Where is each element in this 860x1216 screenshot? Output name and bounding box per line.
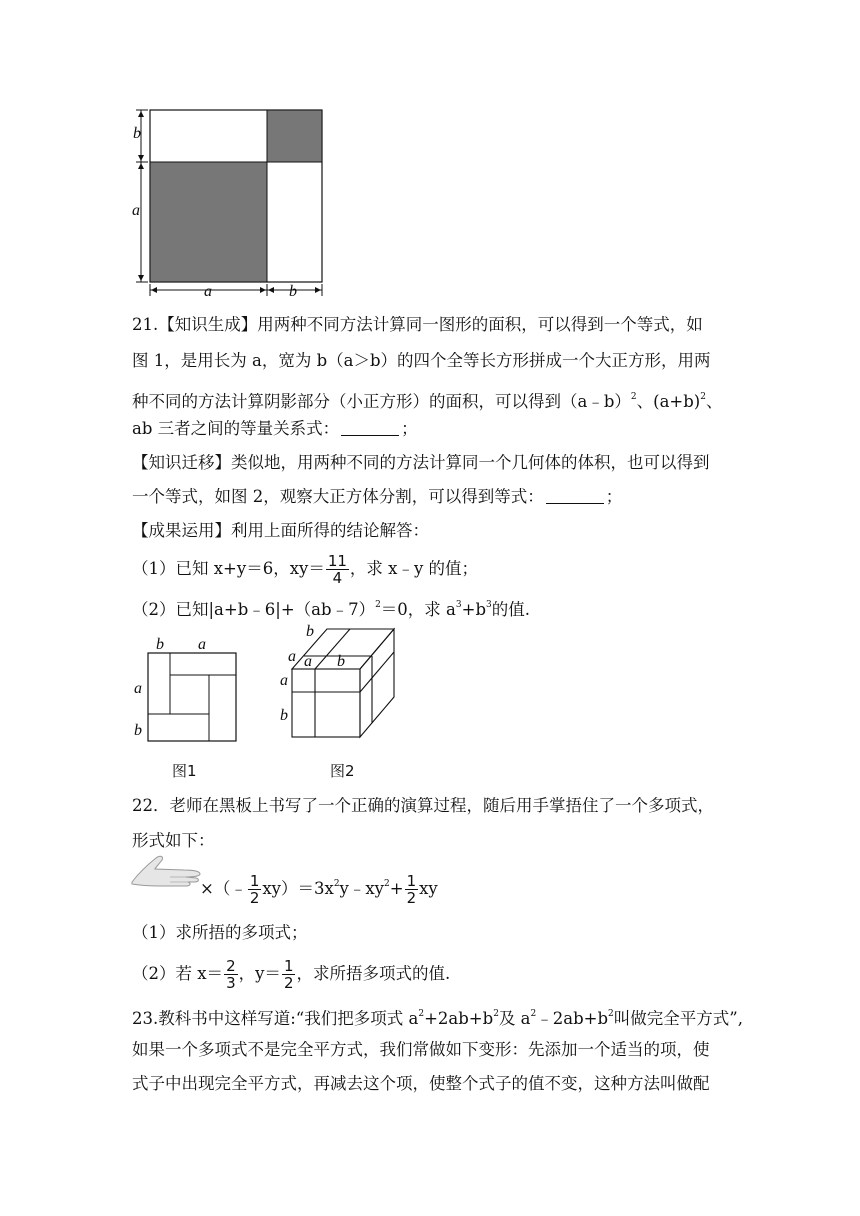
hand-icon [130, 852, 202, 890]
problem-21-line-2: 图 1，是用长为 a，宽为 b（a＞b）的四个全等长方形拼成一个大正方形，用两 [132, 351, 711, 370]
figure-1-square-rectangles [145, 650, 240, 745]
problem-21-line-1: 21.【知识生成】用两种不同方法计算同一图形的面积，可以得到一个等式，如 [132, 315, 703, 334]
fig2-label-a-1: a [288, 648, 296, 665]
area-model-figure [128, 104, 328, 300]
figure-1-caption: 图1 [172, 762, 197, 780]
problem-22-line-2: 形式如下： [132, 831, 215, 850]
fig2-label-b-1: b [306, 623, 314, 640]
question-22-2: （2）若 x＝ $\frac{2}{3}$ ，y＝ $\frac{1}{2}$ ，求所捂多项式的值. [132, 957, 451, 992]
fig1-label-a-side: a [134, 680, 142, 697]
fraction-1-2: $\frac{1}{2}$ [249, 872, 260, 907]
fraction-11-4: $\frac{11}{4}$ [327, 552, 347, 587]
application-heading: 【成果运用】利用上面所得的结论解答： [132, 521, 429, 540]
problem-22-equation: ×（﹣ $\frac{1}{2}$ $xy)=3x^2y﹣xy^2+$ $\frac{1}{2}$ xy [200, 872, 438, 907]
fig2-label-b-3: b [280, 707, 288, 724]
problem-23-line-3: 式子中出现完全平方式，再减去这个项，使整个式子的值不变，这种方法叫做配 [132, 1074, 710, 1093]
fig1-label-b-side: b [134, 722, 142, 739]
question-21-1: （1）已知 x+y＝6，xy＝ $\frac{11}{4}$ ，求 x﹣y 的值； [132, 552, 479, 587]
fig1-label-a-top: a [198, 636, 206, 653]
knowledge-transfer-line-2: 一个等式，如图 2，观察大正方体分割，可以得到等式： ； [132, 487, 623, 506]
problem-21-line-4: ab 三者之间的等量关系式： ； [132, 419, 418, 438]
fraction-2-3: $\frac{2}{3}$ [226, 957, 236, 992]
dim-label-a-vertical: a [132, 202, 140, 219]
problem-23-line-2: 如果一个多项式不是完全平方式，我们常做如下变形：先添加一个适当的项，使 [132, 1040, 710, 1059]
figure-2-cube [282, 624, 402, 744]
problem-21-line-3: 种不同的方法计算阴影部分（小正方形）的面积，可以得到（a﹣b）$^2$、$(a+b)^2$、 [132, 392, 723, 411]
knowledge-transfer-line-1: 【知识迁移】类似地，用两种不同的方法计算同一个几何体的体积，也可以得到 [132, 453, 710, 472]
answer-blank [546, 489, 604, 504]
problem-22-line-1: 22．老师在黑板上书写了一个正确的演算过程，随后用手掌捂住了一个多项式， [132, 796, 714, 815]
figure-2-caption: 图2 [330, 762, 355, 780]
question-22-1: （1）求所捂的多项式； [132, 923, 308, 942]
fraction-1-2: $\frac{1}{2}$ [283, 957, 294, 992]
dim-label-b-vertical: b [133, 125, 141, 142]
fig1-label-b-top: b [156, 636, 164, 653]
fig2-label-a-3: a [280, 672, 288, 689]
dim-label-b-horizontal: b [289, 283, 297, 300]
answer-blank [341, 421, 399, 436]
fig2-label-a-2: a [304, 653, 312, 670]
fraction-1-2: $\frac{1}{2}$ [406, 872, 417, 907]
fig2-label-b-2: b [337, 653, 345, 670]
dim-label-a-horizontal: a [204, 283, 212, 300]
problem-23-line-1: 23.教科书中这样写道:“我们把多项式 $a^2+2ab+b^2$及 $a^2﹣2ab+b^2$叫做完全平方式”, [132, 1009, 743, 1028]
question-21-2: （2）已知|a+b﹣6|+（ab﹣7）$^2$＝0，求 $a^3+b^3$的值. [132, 600, 530, 619]
